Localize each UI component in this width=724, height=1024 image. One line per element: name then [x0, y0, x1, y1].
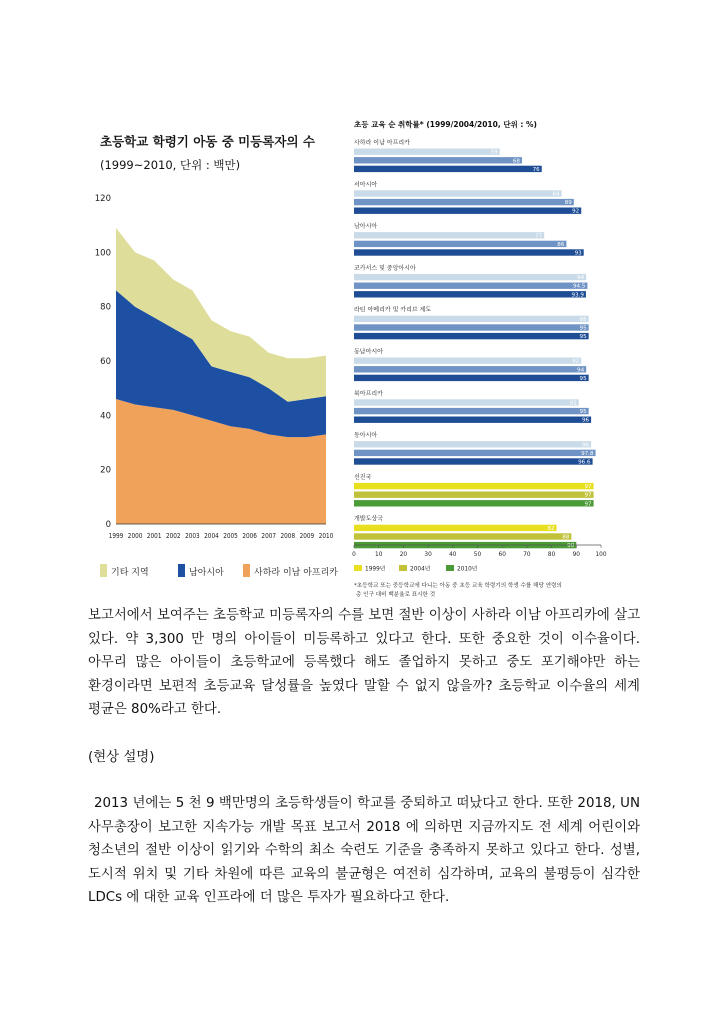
bar-7-1 — [354, 399, 579, 405]
bar-legend-label: 2010년 — [457, 566, 478, 573]
bar-value-label: 77 — [535, 233, 543, 240]
area-x-tick-label: 2005 — [223, 531, 238, 541]
area-x-tick-label: 2000 — [127, 531, 143, 541]
bar-5-3 — [354, 333, 589, 339]
bar-8-1 — [354, 441, 591, 447]
bar-value-label: 88 — [562, 534, 570, 541]
bar-value-label: 95 — [579, 325, 587, 332]
bar-value-label: 95 — [579, 334, 587, 341]
bar-value-label: 96 — [581, 417, 590, 424]
area-legend-label: 남아시아 — [189, 568, 224, 578]
bar-7-3 — [354, 417, 591, 423]
bar-x-tick-label: 100 — [595, 552, 607, 558]
bar-value-label: 97.8 — [581, 450, 594, 457]
bar-value-label: 92 — [572, 208, 580, 215]
bar-x-tick-label: 90 — [572, 552, 580, 558]
bar-value-label: 93 — [574, 250, 582, 257]
paragraph-1-text: 보고서에서 보여주는 초등학교 미등록자의 수를 보면 절반 이상이 사하라 이남 아프리카에 살고 있다. 약 3,300 만 명의 아이들이 미등록하고 있다고 한다. 또한 중요한 것이 이수율이다. 아무리 많은 아이들이 초등학교에 등록했다 해도 졸업하지 못하고 중도 포기해야만 하는 환경이라면 보편적 초등교육 달성률을 높였다 말할 수 없지 않을까? 초등학교 이수율의 세계 평균은 80%라고 한다. — [88, 608, 640, 717]
bar-value-label: 95 — [579, 375, 587, 382]
area-y-tick-label: 80 — [100, 302, 111, 313]
bar-chart — [345, 112, 620, 602]
bar-value-label: 95 — [579, 316, 587, 323]
bar-value-label: 84 — [552, 191, 560, 198]
bar-4-1 — [354, 274, 586, 280]
area-legend — [100, 564, 338, 578]
bar-5-2 — [354, 324, 589, 330]
paragraph-2-text: 2013 년에는 5 천 9 백만명의 초등학생들이 학교를 중퇴하고 떠났다고 한다. 또한 2018, UN 사무총장이 보고한 지속가능 개발 목표 보고서 2018 에 의하면 지금까지도 전 세계 어린이와 청소년의 절반 이상이 읽기와 수학의 최소 숙련도 기준을 충족하지 못하고 있다고 한다. 성별, 도시적 위치 및 기타 차원에 따른 교육의 불균형은 여전히 심각하며, 교육의 불평등이 심각한 LDCs 에 대한 교육 인프라에 더 많은 투자가 필요하다고 한다. — [88, 796, 640, 905]
bar-3-2 — [354, 241, 566, 247]
area-layers — [116, 228, 326, 524]
area-y-tick-label: 40 — [100, 411, 111, 422]
bar-10-1 — [354, 525, 557, 531]
bar-value-label: 82 — [547, 525, 555, 532]
bar-value-label: 95 — [579, 409, 587, 416]
bar-x-tick-label: 70 — [523, 552, 531, 558]
bar-value-label: 97 — [584, 484, 592, 491]
bar-value-label: 97 — [584, 501, 592, 508]
bar-value-label: 86 — [557, 241, 565, 248]
bar-value-label: 90 — [567, 543, 575, 550]
bar-5-1 — [354, 316, 589, 322]
bar-group-label: 개발도상국 — [354, 515, 383, 523]
bar-value-label: 94 — [577, 367, 585, 374]
bar-value-label: 59 — [490, 149, 498, 156]
bar-legend-label: 2004년 — [410, 566, 431, 573]
bar-value-label: 94.5 — [572, 283, 586, 290]
bar-group-label: 사하라 이남 아프리카 — [354, 139, 410, 147]
bar-group-label: 선진국 — [354, 473, 372, 481]
bar-value-label: 92 — [572, 358, 580, 365]
bar-x-tick-label: 20 — [399, 552, 408, 558]
bar-x-tick-label: 40 — [449, 552, 457, 558]
bar-x-tick-label: 80 — [547, 552, 556, 558]
bar-value-label: 89 — [564, 200, 572, 207]
area-y-tick-label: 20 — [100, 465, 111, 476]
area-x-tick-label: 1999 — [108, 531, 124, 541]
area-legend-label: 사하라 이남 아프리카 — [254, 568, 338, 578]
bar-x-tick-label: 30 — [424, 552, 432, 558]
area-y-tick-label: 100 — [94, 248, 111, 259]
bar-2-2 — [354, 199, 574, 205]
bar-group-label: 코카서스 및 중앙아시아 — [354, 264, 416, 272]
bar-6-3 — [354, 375, 589, 381]
bar-value-label: 94 — [577, 275, 585, 282]
paragraph-2 — [88, 792, 640, 910]
bar-3-3 — [354, 249, 584, 255]
bar-group-label: 동아시아 — [354, 432, 378, 440]
area-legend-swatch — [100, 564, 107, 577]
bar-legend-swatch — [399, 565, 407, 571]
area-y-tick-label: 0 — [105, 520, 111, 530]
area-legend-label: 기타 지역 — [111, 568, 149, 578]
bar-9-2 — [354, 492, 594, 498]
bar-8-2 — [354, 450, 596, 456]
area-chart — [94, 125, 340, 595]
bar-4-3 — [354, 291, 586, 297]
bar-1-2 — [354, 157, 522, 163]
bar-value-label: 76 — [532, 166, 540, 173]
bar-legend-label: 1999년 — [365, 566, 386, 573]
bar-group-label: 라틴 아메리카 및 카리브 제도 — [354, 306, 432, 314]
bar-group-label: 남아시아 — [354, 223, 378, 231]
bar-x-tick-label: 0 — [352, 552, 356, 558]
area-chart-title: 초등학교 학령기 아동 중 미등록자의 수 — [100, 134, 315, 149]
paragraph-1 — [88, 604, 640, 722]
bar-10-2 — [354, 533, 571, 539]
area-y-ticks — [95, 194, 111, 530]
area-x-tick-label: 2008 — [280, 531, 296, 541]
bar-legend — [354, 565, 478, 573]
area-x-tick-label: 2010 — [318, 531, 334, 541]
bar-value-label: 91 — [569, 400, 577, 407]
area-x-tick-label: 2007 — [261, 531, 277, 541]
area-x-tick-label: 2004 — [204, 531, 219, 541]
bar-4-2 — [354, 283, 587, 289]
area-chart-subtitle: (1999~2010, 단위 : 백만) — [100, 158, 241, 172]
bar-value-label: 96 — [581, 442, 590, 449]
bar-legend-swatch — [446, 565, 454, 571]
area-x-tick-label: 2001 — [146, 531, 162, 541]
bar-1-1 — [354, 149, 500, 155]
bar-x-tick-label: 10 — [375, 552, 383, 558]
bar-3-1 — [354, 232, 544, 238]
bar-6-2 — [354, 366, 586, 372]
bar-9-1 — [354, 483, 594, 489]
bar-x-tick-label: 60 — [498, 552, 506, 558]
bar-group-label: 북아프리카 — [354, 390, 383, 398]
bar-groups — [354, 139, 596, 550]
bar-group-label: 동남아시아 — [354, 348, 383, 356]
bar-value-label: 68 — [512, 158, 520, 165]
bar-x-tick-label: 50 — [473, 552, 482, 558]
bar-chart-title: 초등 교육 순 취학률* (1999/2004/2010, 단위 : %) — [354, 120, 537, 129]
bar-footnote-line-2: 총 인구 대비 백분율로 표시한 것 — [356, 592, 436, 598]
bar-footnote-line-1: *초등학교 또는 중등학교에 다니는 아동 중 초등 교육 학령기의 학생 수를 해당 연령의 — [354, 583, 562, 589]
area-x-tick-label: 2002 — [165, 531, 181, 541]
bar-1-3 — [354, 166, 542, 172]
bar-2-1 — [354, 190, 561, 196]
area-x-tick-label: 2003 — [185, 531, 200, 541]
bar-value-label: 93.9 — [571, 292, 584, 299]
area-legend-swatch — [178, 564, 185, 577]
section-heading: (현상 설명) — [88, 750, 155, 765]
area-y-tick-label: 120 — [94, 194, 111, 204]
bar-7-2 — [354, 408, 589, 414]
bar-value-label: 96.6 — [578, 459, 591, 466]
area-x-tick-label: 2006 — [242, 531, 257, 541]
bar-8-3 — [354, 458, 593, 464]
area-x-ticks — [109, 531, 334, 540]
area-x-tick-label: 2009 — [299, 531, 315, 541]
bar-value-label: 97 — [584, 492, 592, 499]
area-legend-swatch — [243, 564, 250, 577]
bar-9-3 — [354, 500, 594, 506]
area-y-tick-label: 60 — [100, 357, 111, 367]
bar-legend-swatch — [354, 565, 362, 571]
bar-6-1 — [354, 358, 581, 364]
bar-group-label: 서아시아 — [354, 181, 378, 189]
bar-2-3 — [354, 208, 581, 214]
